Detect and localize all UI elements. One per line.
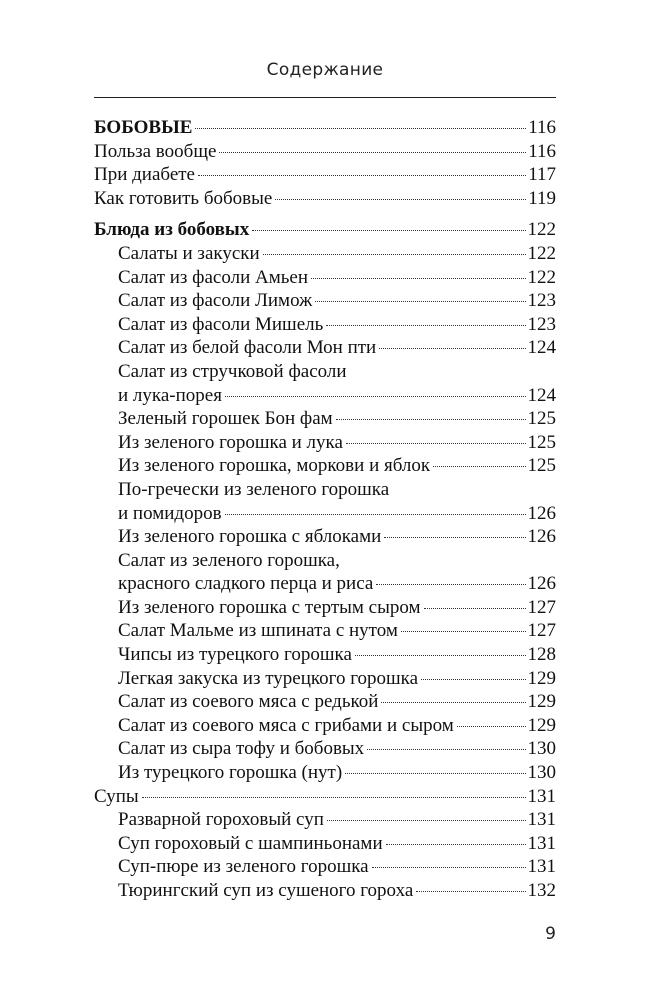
- toc-entry-title: Салат из сыра тофу и бобовых: [118, 738, 365, 760]
- dot-leader: [327, 820, 526, 821]
- toc-entry: [94, 289, 556, 313]
- toc-entry: [94, 879, 556, 903]
- toc-entry: [94, 737, 556, 761]
- running-head: Содержание: [266, 60, 384, 80]
- toc-entry: [94, 502, 556, 526]
- dot-leader: [326, 325, 525, 326]
- dot-leader: [401, 631, 526, 632]
- toc-entry-title: Салат из зеленого горошка,: [118, 549, 340, 571]
- toc-entry: [94, 690, 556, 714]
- toc-entry-title: БОБОВЫЕ: [94, 117, 193, 138]
- toc-entry: [94, 218, 556, 242]
- toc-page-number: 127: [527, 596, 556, 618]
- toc-entry-title: При диабете: [94, 164, 195, 186]
- toc-entry: [94, 643, 556, 667]
- toc-entry-title: Из зеленого горошка и лука: [118, 431, 343, 453]
- dot-leader: [346, 443, 526, 444]
- toc-entry-title: Из турецкого горошка (нут): [118, 762, 343, 784]
- toc-entry: [94, 313, 556, 337]
- toc-entry-line: [94, 360, 556, 384]
- toc-page-number: 130: [527, 738, 556, 760]
- toc-page-number: 129: [527, 667, 556, 689]
- dot-leader: [376, 584, 525, 585]
- toc-entry-title: Чипсы из турецкого горошка: [118, 644, 352, 666]
- dot-leader: [263, 254, 526, 255]
- toc-entry-title: и помидоров: [118, 502, 222, 524]
- toc-page-number: 131: [527, 832, 556, 854]
- dot-leader: [372, 867, 526, 868]
- toc-page-number: 124: [527, 384, 556, 406]
- toc-page-number: 124: [527, 337, 556, 359]
- toc-entry: [94, 140, 556, 164]
- toc-entry: [94, 242, 556, 266]
- toc-entry: [94, 761, 556, 785]
- toc-entry-title: Зеленый горошек Бон фам: [118, 408, 333, 430]
- toc-page-number: 122: [527, 219, 556, 241]
- dot-leader: [311, 278, 525, 279]
- toc-entry-title: Разварной гороховый суп: [118, 809, 324, 831]
- toc-entry-title: Из зеленого горошка с яблоками: [118, 526, 382, 548]
- dot-leader: [345, 773, 525, 774]
- toc-entry: [94, 163, 556, 187]
- table-of-contents: [94, 116, 556, 903]
- toc-entry-title: Тюрингский суп из сушеного гороха: [118, 880, 414, 901]
- toc-page-number: 131: [527, 809, 556, 831]
- toc-entry: [94, 714, 556, 738]
- toc-page-number: 116: [528, 117, 556, 138]
- toc-entry-title: Суп-пюре из зеленого горошка: [118, 856, 369, 878]
- toc-page-number: 129: [527, 714, 556, 736]
- toc-entry: [94, 619, 556, 643]
- toc-entry: [94, 431, 556, 455]
- toc-entry-line: [94, 549, 556, 573]
- toc-entry-title: Салат из стручковой фасоли: [118, 360, 347, 382]
- dot-leader: [367, 749, 525, 750]
- dot-leader: [142, 797, 526, 798]
- dot-leader: [225, 396, 526, 397]
- toc-page-number: 130: [527, 762, 556, 784]
- toc-entry-title: Как готовить бобовые: [94, 187, 273, 209]
- toc-entry: [94, 454, 556, 478]
- toc-page-number: 126: [527, 502, 556, 524]
- toc-entry-title: Салат Мальме из шпината с нутом: [118, 620, 398, 642]
- toc-entry-title: Супы: [94, 785, 139, 807]
- dot-leader: [219, 152, 526, 153]
- toc-page-number: 126: [527, 573, 556, 595]
- toc-entry-title: Салаты и закуски: [118, 242, 260, 264]
- header-rule: [94, 97, 556, 98]
- dot-leader: [379, 348, 525, 349]
- dot-leader: [457, 726, 526, 727]
- dot-leader: [433, 466, 525, 467]
- toc-entry: [94, 187, 556, 211]
- toc-entry: [94, 808, 556, 832]
- toc-entry-title: и лука-порея: [118, 384, 222, 406]
- toc-entry-line: [94, 478, 556, 502]
- toc-page-number: 123: [527, 290, 556, 312]
- toc-page-number: 125: [527, 408, 556, 430]
- toc-page-number: 122: [527, 266, 556, 288]
- toc-entry-title: Польза вообще: [94, 140, 217, 162]
- toc-entry-title: По-гречески из зеленого горошка: [118, 478, 390, 500]
- toc-page-number: 131: [527, 785, 556, 807]
- dot-leader: [421, 679, 525, 680]
- toc-page-number: 129: [527, 691, 556, 713]
- dot-leader: [384, 537, 525, 538]
- dot-leader: [424, 608, 526, 609]
- dot-leader: [315, 301, 525, 302]
- dot-leader: [336, 419, 526, 420]
- dot-leader: [381, 702, 525, 703]
- toc-entry-title: Салат из фасоли Мишель: [118, 313, 324, 335]
- toc-entry: [94, 785, 556, 809]
- toc-entry-title: Блюда из бобовых: [94, 219, 250, 241]
- toc-page-number: 131: [527, 856, 556, 878]
- toc-page-number: 132: [527, 880, 556, 901]
- toc-entry: [94, 596, 556, 620]
- dot-leader: [225, 514, 526, 515]
- toc-entry-title: Салат из белой фасоли Мон пти: [118, 337, 377, 359]
- toc-page-number: 127: [527, 620, 556, 642]
- toc-page-number: 128: [527, 644, 556, 666]
- page-number: 9: [545, 924, 556, 944]
- toc-entry-title: Из зеленого горошка, моркови и яблок: [118, 455, 431, 477]
- toc-entry: [94, 832, 556, 856]
- dot-leader: [416, 891, 525, 892]
- toc-entry-title: красного сладкого перца и риса: [118, 573, 374, 595]
- toc-page-number: 116: [528, 140, 556, 162]
- dot-leader: [198, 175, 526, 176]
- toc-entry: [94, 384, 556, 408]
- toc-entry: [94, 266, 556, 290]
- dot-leader: [195, 128, 526, 129]
- toc-page-number: 122: [527, 242, 556, 264]
- toc-entry-title: Суп гороховый с шампиньонами: [118, 832, 383, 854]
- toc-entry-title: Легкая закуска из турецкого горошка: [118, 667, 419, 689]
- dot-leader: [252, 230, 525, 231]
- toc-page-number: 126: [527, 526, 556, 548]
- toc-entry: [94, 525, 556, 549]
- dot-leader: [275, 199, 526, 200]
- toc-page-number: 125: [527, 431, 556, 453]
- toc-entry-title: Салат из фасоли Амьен: [118, 266, 309, 288]
- toc-entry: [94, 116, 556, 140]
- toc-entry: [94, 667, 556, 691]
- toc-entry: [94, 407, 556, 431]
- toc-page-number: 125: [527, 455, 556, 477]
- toc-page-number: 117: [528, 164, 556, 186]
- toc-entry-title: Из зеленого горошка с тертым сыром: [118, 596, 421, 618]
- toc-entry: [94, 572, 556, 596]
- toc-entry-title: Салат из соевого мяса с грибами и сыром: [118, 714, 454, 736]
- toc-page-number: 119: [528, 187, 556, 209]
- toc-entry-title: Салат из соевого мяса с редькой: [118, 691, 379, 713]
- dot-leader: [386, 844, 526, 845]
- toc-page-number: 123: [527, 313, 556, 335]
- toc-entry: [94, 855, 556, 879]
- toc-entry-title: Салат из фасоли Лимож: [118, 290, 313, 312]
- toc-entry: [94, 336, 556, 360]
- dot-leader: [355, 655, 526, 656]
